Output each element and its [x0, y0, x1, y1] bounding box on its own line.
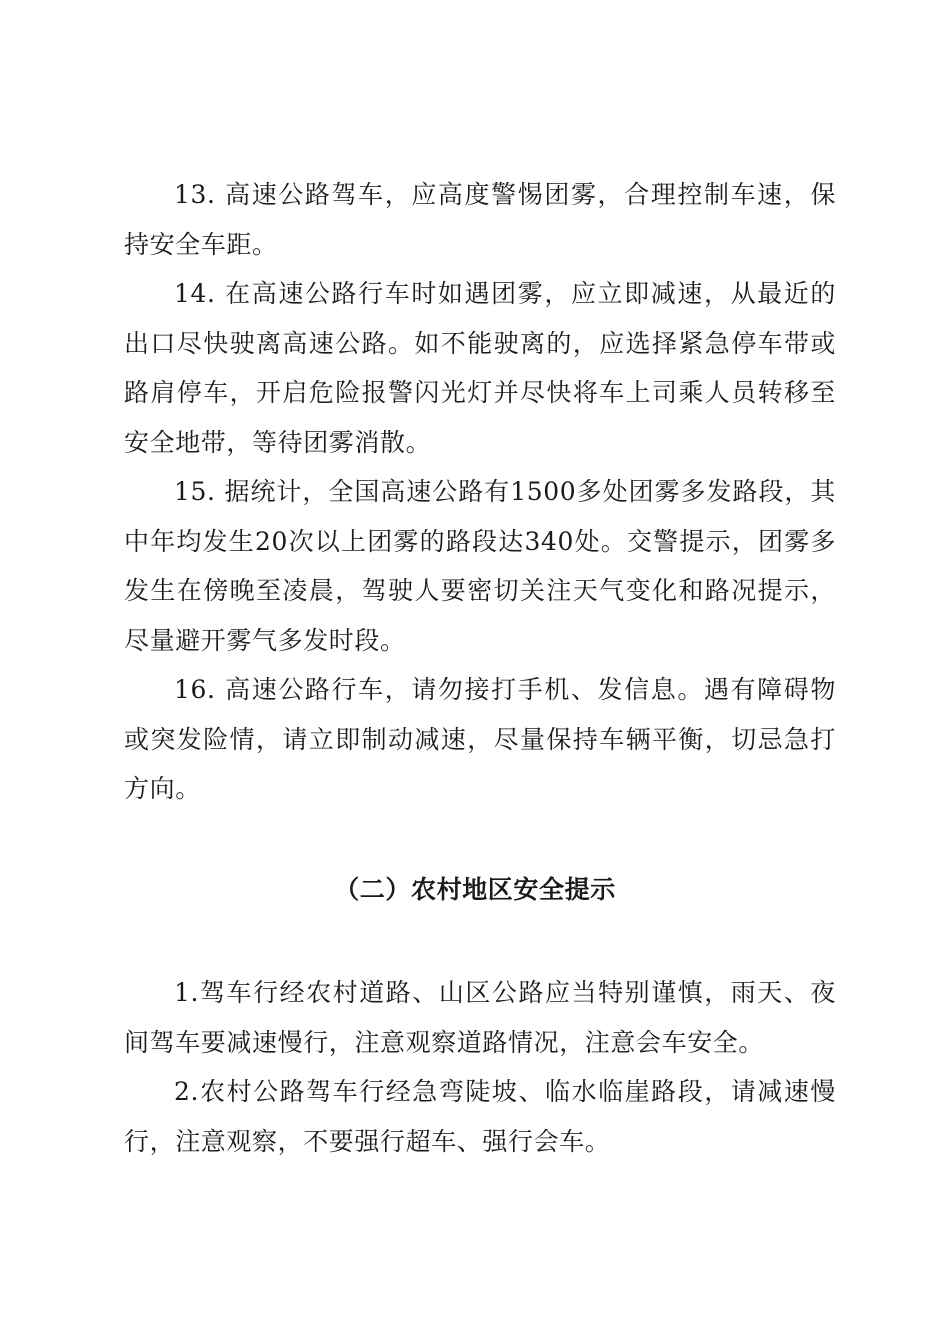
highway-tips-block [124, 170, 836, 814]
tip-14-paragraph: 14. 在高速公路行车时如遇团雾，应立即减速，从最近的出口尽快驶离高速公路。如不能驶离的，应选择紧急停车带或路肩停车，开启危险报警闪光灯并尽快将车上司乘人员转移至安全地带，等待团雾消散。 [124, 279, 836, 457]
rural-tip-1-paragraph: 1.驾车行经农村道路、山区公路应当特别谨慎，雨天、夜间驾车要减速慢行，注意观察道路情况，注意会车安全。 [124, 978, 836, 1057]
tip-15-paragraph: 15. 据统计，全国高速公路有1500多处团雾多发路段，其中年均发生20次以上团雾的路段达340处。交警提示，团雾多发生在傍晚至凌晨，驾驶人要密切关注天气变化和路况提示，尽量避开雾气多发时段。 [124, 477, 836, 655]
rural-tips-block [124, 968, 836, 1166]
rural-tip-2-paragraph: 2.农村公路驾车行经急弯陡坡、临水临崖路段，请减速慢行，注意观察，不要强行超车、强行会车。 [124, 1077, 836, 1156]
tip-13-paragraph: 13. 高速公路驾车，应高度警惕团雾，合理控制车速，保持安全车距。 [124, 180, 836, 259]
section-heading-rural: （二）农村地区安全提示 [334, 875, 616, 904]
tip-16-paragraph: 16. 高速公路行车，请勿接打手机、发信息。遇有障碍物或突发险情，请立即制动减速，尽量保持车辆平衡，切忌急打方向。 [124, 675, 836, 803]
